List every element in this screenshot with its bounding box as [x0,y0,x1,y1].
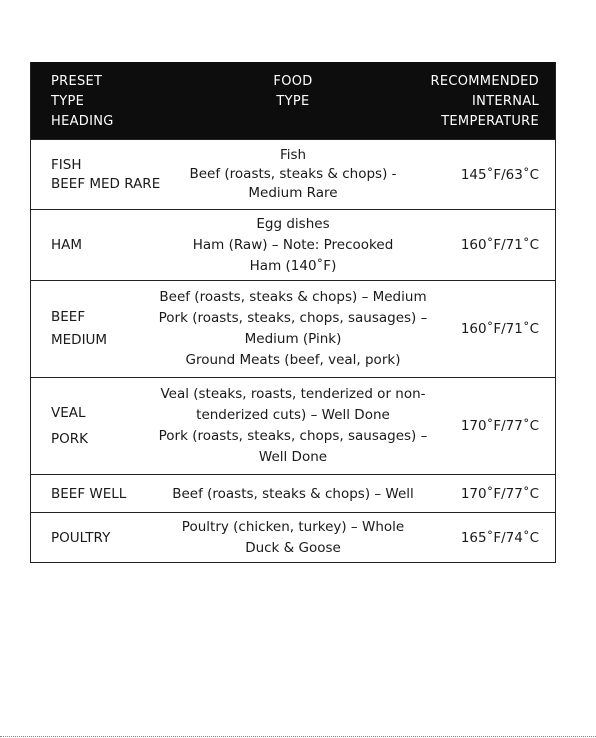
page-edge-divider [0,736,596,737]
food-text: Ground Meats (beef, veal, pork) [185,352,401,368]
food-text: Egg dishes [256,215,330,232]
food-cell [149,281,437,377]
temperature-cell: 145˚F/63˚C [460,166,539,183]
food-text: Ham (Raw) – Note: Precooked [192,236,394,253]
preset-label: MEDIUM [51,332,108,348]
food-text: Medium Rare [248,185,338,201]
preset-label: VEAL [51,405,86,421]
preset-label: FISH [51,156,82,173]
header-text: TYPE [276,94,310,109]
table-row [31,474,555,512]
food-text: Pork (roasts, steaks, chops, sausages) – [158,310,428,326]
table-row [31,280,555,377]
food-text: Beef (roasts, steaks & chops) - [189,166,397,182]
food-text: Duck & Goose [245,539,341,556]
temperature-cell: 170˚F/77˚C [460,485,539,502]
preset-label: BEEF [51,309,86,325]
food-text: Poultry (chicken, turkey) – Whole [181,518,405,535]
food-text: Veal (steaks, roasts, tenderized or non- [160,386,426,402]
temperature-cell: 165˚F/74˚C [460,529,539,546]
table-row [31,377,555,474]
preset-cell [51,513,110,562]
preset-label: HAM [51,237,83,253]
header-text: TYPE [51,94,85,109]
header-text: HEADING [51,114,114,129]
food-cell [149,140,437,209]
food-cell [149,378,437,474]
preset-label: POULTRY [51,529,111,546]
preset-label: BEEF WELL [51,485,127,502]
table-row [31,209,555,280]
food-cell [149,210,437,280]
header-text: TEMPERATURE [441,114,539,129]
header-text: PRESET [51,74,103,89]
temperature-cell: 160˚F/71˚C [460,321,539,337]
food-cell [149,475,437,512]
food-text: Pork (roasts, steaks, chops, sausages) – [158,428,428,444]
header-text: FOOD [273,74,313,89]
preset-cell [51,378,88,474]
header-recommended-temperature [431,72,539,132]
temperature-cell: 160˚F/71˚C [460,237,539,253]
food-text: Medium (Pink) [244,331,342,347]
food-text: tenderized cuts) – Well Done [196,407,390,423]
food-text: Well Done [258,449,328,465]
food-cell [149,513,437,562]
header-text: RECOMMENDED [430,74,539,89]
preset-label: PORK [51,431,88,447]
temperature-table [30,62,556,563]
preset-cell [51,210,82,280]
preset-cell [51,140,160,209]
header-text: INTERNAL [471,94,539,109]
table-header [31,62,555,139]
preset-cell [51,281,107,377]
temperature-cell: 170˚F/77˚C [460,418,539,434]
preset-label: BEEF MED RARE [51,175,161,192]
food-text: Ham (140˚F) [249,257,337,274]
food-text: Beef (roasts, steaks & chops) – Well [172,485,414,502]
food-text: Fish [279,147,307,163]
table-row [31,139,555,209]
food-text: Beef (roasts, steaks & chops) – Medium [159,289,427,305]
table-row [31,512,555,562]
preset-cell [51,475,126,512]
